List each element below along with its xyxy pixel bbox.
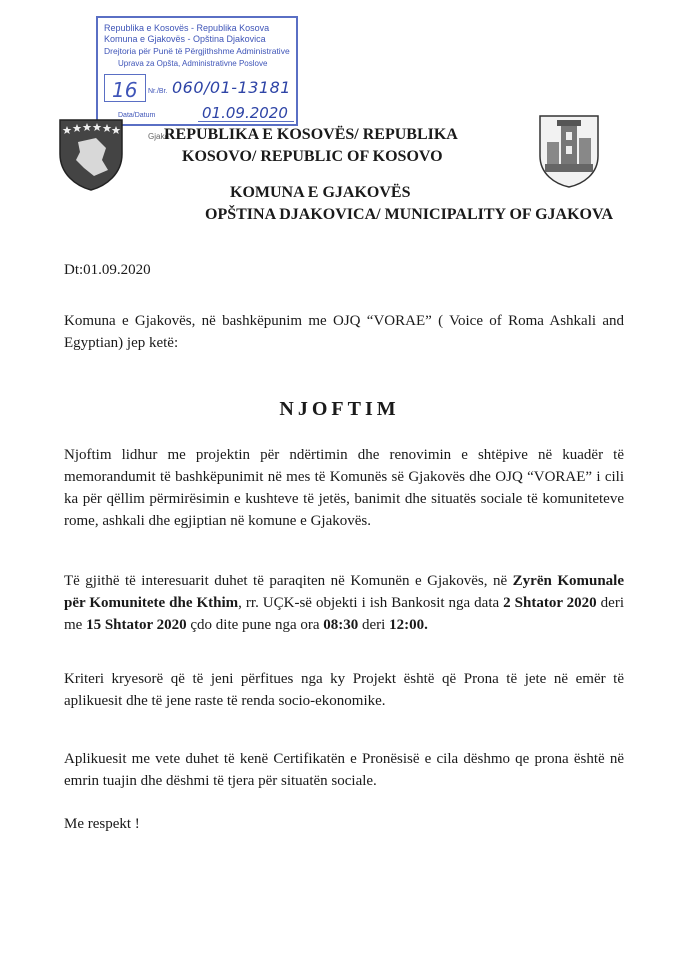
application-text-3: deri me (64, 595, 624, 633)
kosovo-coat-of-arms-icon (56, 114, 126, 192)
intro-paragraph: Komuna e Gjakovës, në bashkëpunim me OJQ “VORAE” ( Voice of Roma Ashkali and Egyptian) jep ketë: (64, 313, 624, 351)
stamp-date-value: 01.09.2020 (202, 104, 288, 122)
stamp-faint-text: Gjako (148, 132, 169, 141)
office-name: Zyrën Komunale për Komunitete dhe Kthim (64, 573, 624, 611)
application-text-4: çdo dite pune nga ora (186, 617, 324, 633)
time-from: 08:30 (323, 617, 359, 633)
notice-paragraph: Njoftim lidhur me projektin për ndërtimin dhe renovimin e shtëpive në kuadër të memorandumit të bashkëpunimit në mes të Komunës së Gjakovës dhe OJQ “VORAE” i cili ka për qëllim përmirësimin e kushteve të jetës, banimit dhe situatës sociale të komuniteteve rome, ashkali dhe egjiptian në komune e Gjakovës. (64, 447, 624, 529)
header-republic-line-2: KOSOVO/ REPUBLIC OF KOSOVO (182, 148, 443, 165)
document-date: Dt:01.09.2020 (64, 262, 151, 278)
stamp-date-label: Data/Datum (118, 112, 156, 119)
stamp-number: 16 (112, 78, 138, 102)
stamp-nr-value: 060/01-13181 (172, 78, 291, 97)
date-to: 15 Shtator 2020 (86, 617, 187, 633)
header-republic-line-1: REPUBLIKA E KOSOVËS/ REPUBLIKA (164, 126, 458, 143)
document-title: NJOFTIM (279, 398, 400, 420)
time-to: 12:00. (389, 617, 428, 633)
stamp-line-1: Republika e Kosovës - Republika Kosova (104, 23, 270, 33)
stamp-line-4: Uprava za Opšta, Administrativne Poslove (118, 59, 268, 68)
header-municipality-line-2: OPŠTINA DJAKOVICA/ MUNICIPALITY OF GJAKOVA (205, 206, 614, 223)
date-from: 2 Shtator 2020 (503, 595, 597, 611)
documents-paragraph: Aplikuesit me vete duhet të kenë Certifikatën e Pronësisë e cila dëshmo qe prona është në emrin tuajin dhe dëshmi të tjera për situatën sociale. (64, 751, 624, 789)
application-text-2: , rr. UÇK-së objekti i ish Bankosit nga data (238, 595, 504, 611)
stamp-line-2: Komuna e Gjakovës - Opština Djakovica (104, 34, 266, 44)
application-paragraph (64, 570, 624, 636)
closing-salutation: Me respekt ! (64, 816, 140, 832)
stamp-line-3: Drejtoria për Punë të Përgjithshme Administrative (104, 46, 290, 56)
registration-stamp (96, 16, 298, 126)
gjakova-municipality-emblem-icon (537, 112, 601, 188)
stamp-underline (198, 121, 294, 122)
header-municipality-line-1: KOMUNA E GJAKOVËS (230, 184, 411, 201)
criteria-paragraph: Kriteri kryesorë që të jeni përfitues nga ky Projekt është që Prona të jete në emër të aplikuesit dhe të jene raste të renda socio-ekonomike. (64, 671, 624, 709)
application-text-1: Të gjithë të interesuarit duhet të paraqiten në Komunën e Gjakovës, në (64, 573, 513, 589)
application-text-5: deri (358, 617, 390, 633)
stamp-nr-label: Nr./Br. (148, 88, 168, 95)
